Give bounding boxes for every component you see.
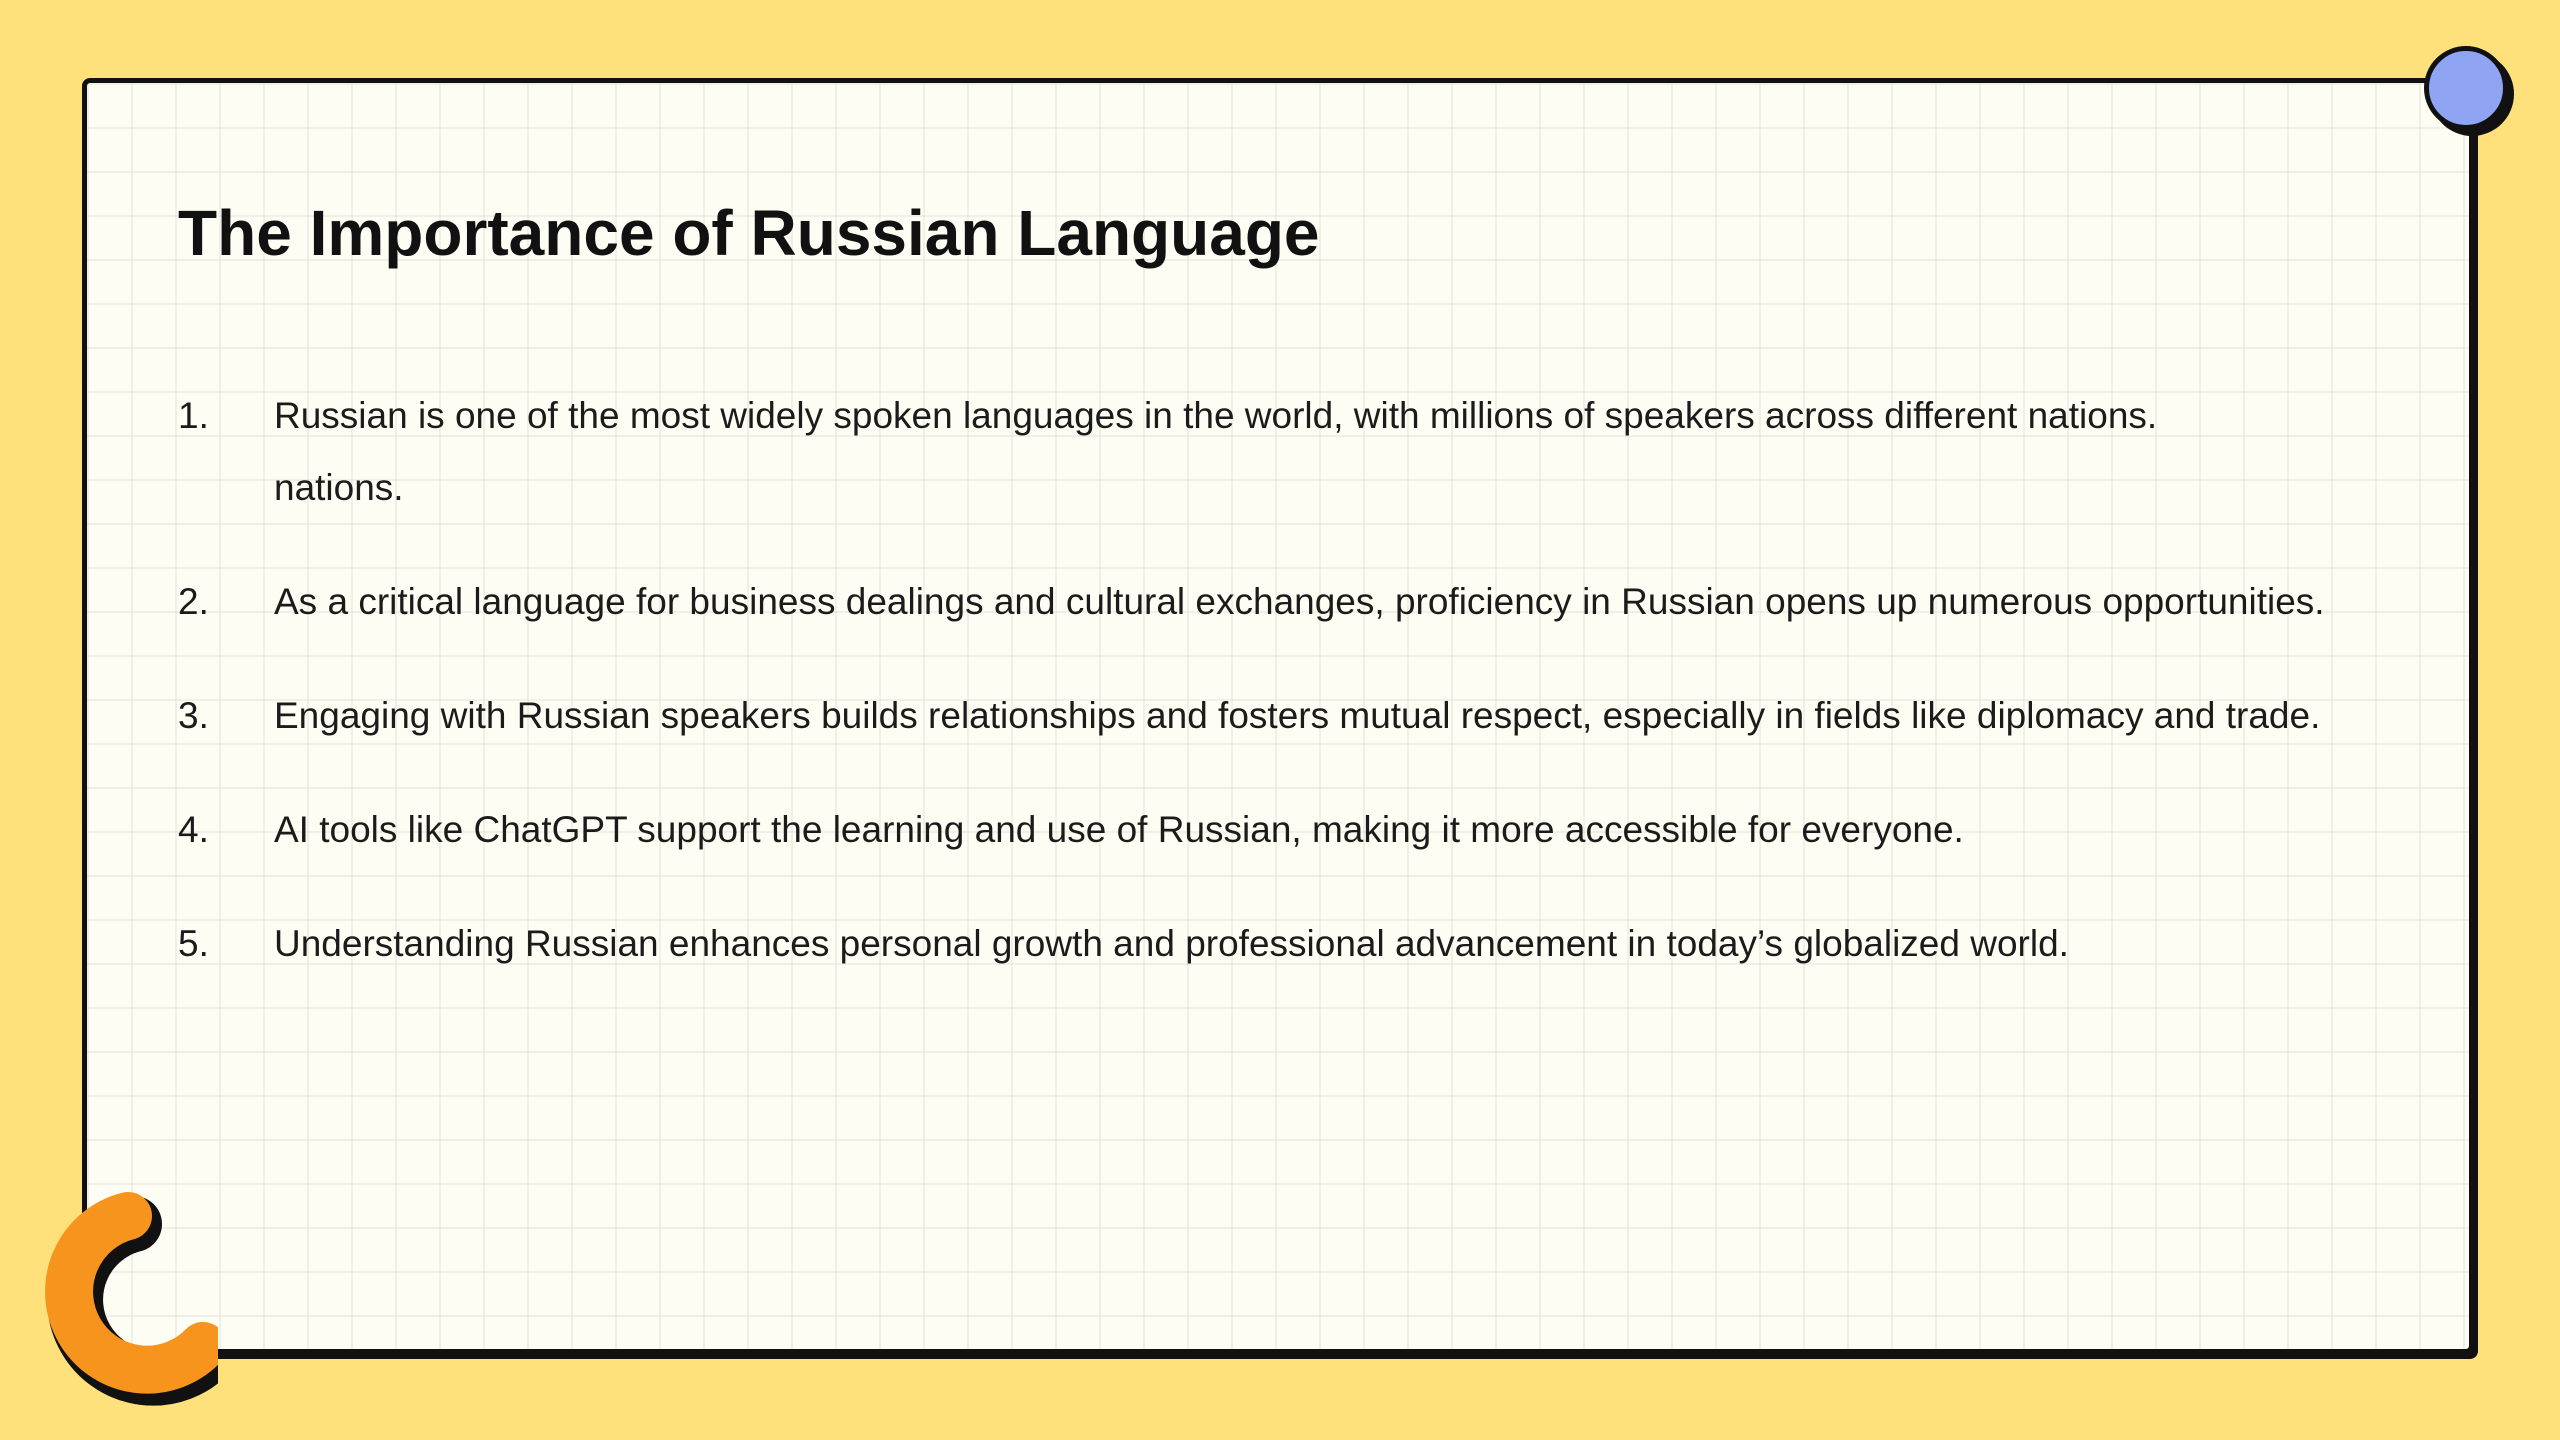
- arc-icon: [18, 1176, 218, 1406]
- point-line: Russian is one of the most widely spoken languages in the world, with millions of speakers across different nations.: [274, 395, 2158, 436]
- point-item: [178, 794, 2428, 866]
- point-number: 3.: [178, 695, 209, 736]
- point-item: [178, 380, 2428, 524]
- point-line: nations.: [274, 467, 404, 508]
- point-item: [178, 908, 2428, 980]
- point-item: [178, 680, 2428, 752]
- circle-icon: [2424, 46, 2508, 130]
- point-line: As a critical language for business dealings and cultural exchanges, proficiency in Russian opens up numerous opportunities.: [274, 581, 2325, 622]
- point-item: [178, 566, 2428, 638]
- point-line: Understanding Russian enhances personal growth and professional advancement in today’s globalized world.: [274, 923, 2069, 964]
- point-line: Engaging with Russian speakers builds relationships and fosters mutual respect, especially in fields like diplomacy and trade.: [274, 695, 2321, 736]
- point-line: AI tools like ChatGPT support the learning and use of Russian, making it more accessible for everyone.: [274, 809, 1964, 850]
- point-number: 2.: [178, 581, 209, 622]
- point-number: 1.: [178, 395, 209, 436]
- point-number: 4.: [178, 809, 209, 850]
- point-text: [274, 908, 2428, 980]
- point-text: [274, 794, 2428, 866]
- point-number: 5.: [178, 923, 209, 964]
- slide-title: The Importance of Russian Language: [178, 197, 1320, 269]
- point-list: [178, 380, 2428, 1022]
- point-text: [274, 380, 2428, 524]
- point-text: [274, 680, 2428, 752]
- point-text: [274, 566, 2428, 638]
